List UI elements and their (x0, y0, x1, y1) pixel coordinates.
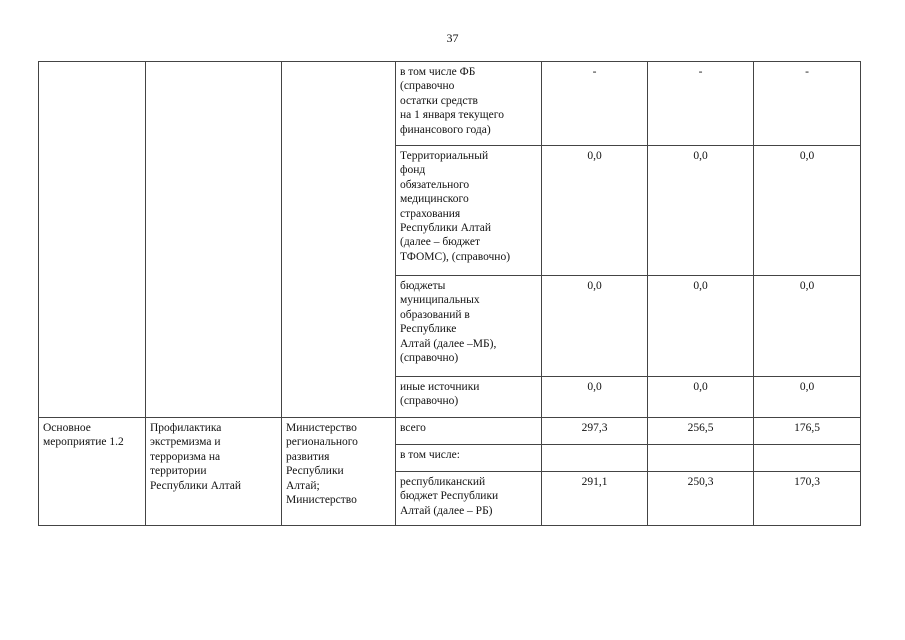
value-cell (648, 445, 754, 472)
funding-source-cell: республиканский бюджет Республики Алтай (далее – РБ) (396, 472, 542, 526)
table-row (39, 418, 861, 445)
page-number: 37 (446, 31, 459, 45)
funding-source-cell: иные источники (справочно) (396, 377, 542, 418)
value-cell: 0,0 (648, 377, 754, 418)
executor-cell (282, 62, 396, 418)
value-cell: 170,3 (754, 472, 861, 526)
value-cell (542, 445, 648, 472)
activity-name-cell (146, 62, 282, 418)
executor-cell: Министерство регионального развития Республики Алтай; Министерство (282, 418, 396, 526)
funding-source-cell: Территориальный фонд обязательного медицинского страхования Республики Алтай (далее – бюджет ТФОМС), (справочно) (396, 146, 542, 276)
value-cell: 0,0 (648, 146, 754, 276)
value-cell: - (648, 62, 754, 146)
value-cell: 0,0 (542, 276, 648, 377)
funding-source-cell: бюджеты муниципальных образований в Республике Алтай (далее –МБ), (справочно) (396, 276, 542, 377)
value-cell: 291,1 (542, 472, 648, 526)
value-cell: 250,3 (648, 472, 754, 526)
funding-source-cell: всего (396, 418, 542, 445)
budget-table (38, 61, 861, 526)
value-cell: 0,0 (754, 146, 861, 276)
funding-source-cell: в том числе ФБ (справочно остатки средств на 1 января текущего финансового года) (396, 62, 542, 146)
activity-code-cell: Основное мероприятие 1.2 (39, 418, 146, 526)
value-cell: 0,0 (754, 276, 861, 377)
value-cell: 0,0 (542, 146, 648, 276)
funding-source-cell: в том числе: (396, 445, 542, 472)
value-cell: 256,5 (648, 418, 754, 445)
activity-code-cell (39, 62, 146, 418)
value-cell: - (542, 62, 648, 146)
value-cell: 176,5 (754, 418, 861, 445)
value-cell: 0,0 (648, 276, 754, 377)
value-cell (754, 445, 861, 472)
value-cell: 0,0 (754, 377, 861, 418)
value-cell: 0,0 (542, 377, 648, 418)
activity-name-cell: Профилактика экстремизма и терроризма на территории Республики Алтай (146, 418, 282, 526)
table-row (39, 62, 861, 146)
value-cell: - (754, 62, 861, 146)
value-cell: 297,3 (542, 418, 648, 445)
